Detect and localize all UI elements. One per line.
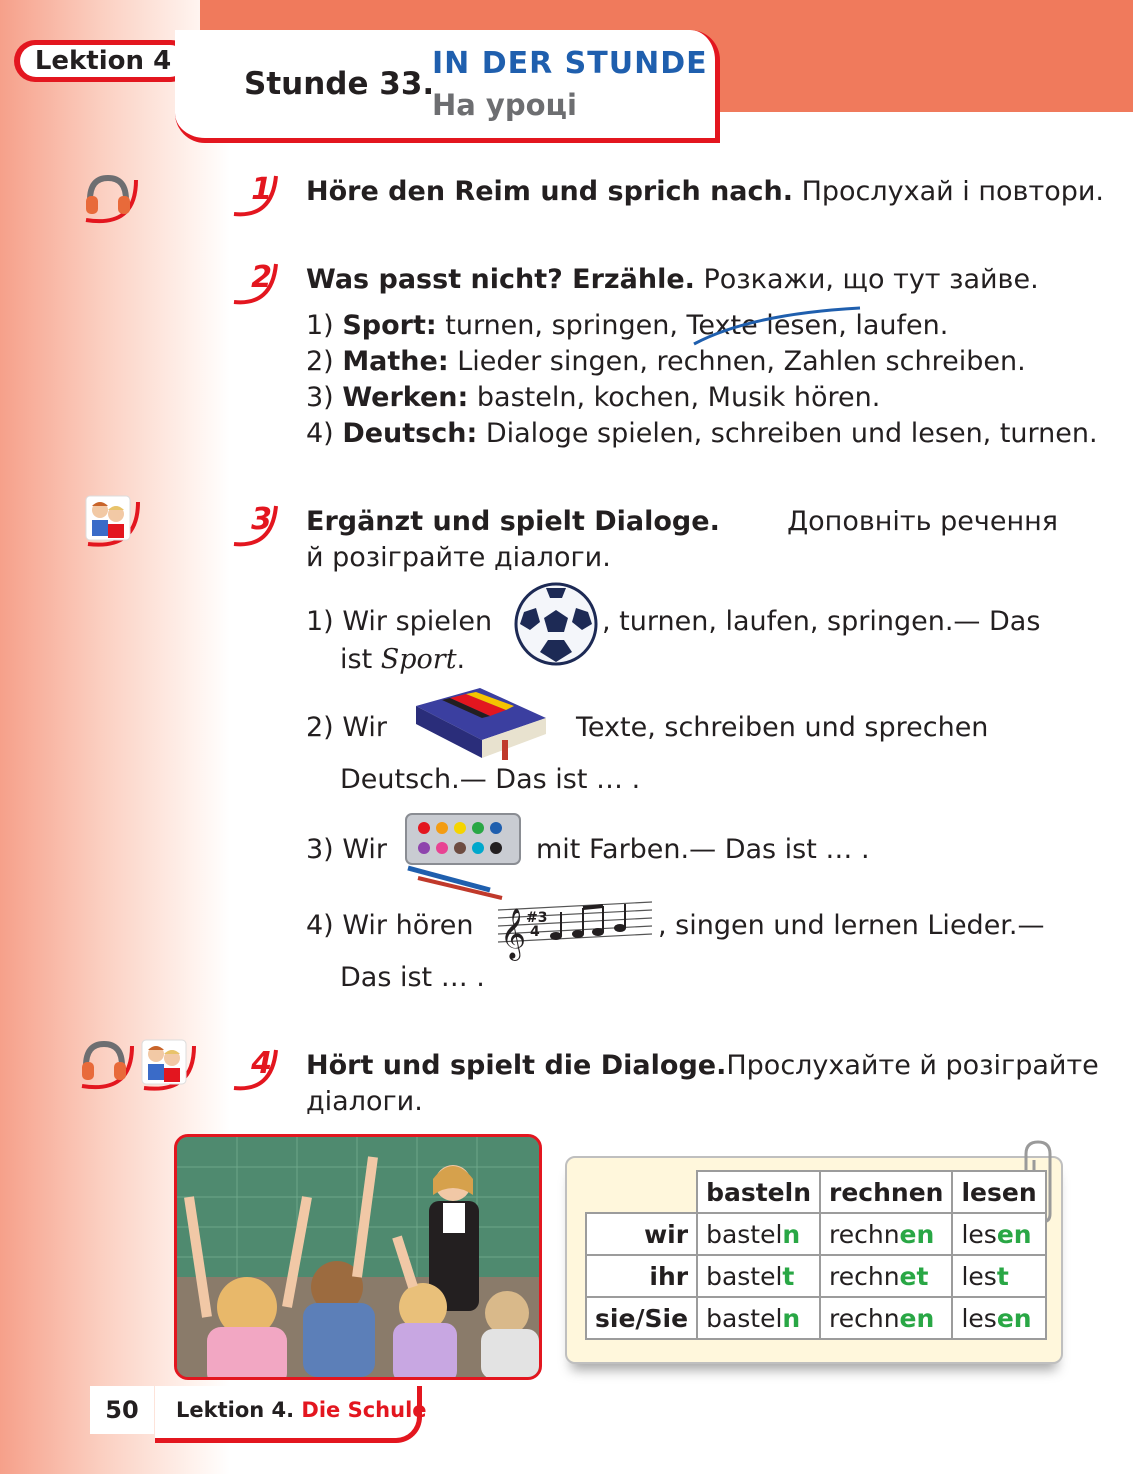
pronoun-cell: ihr bbox=[586, 1255, 697, 1297]
exercise-number-1: 1 bbox=[232, 172, 280, 216]
exercise-number-4: 4 bbox=[232, 1046, 280, 1090]
music-notes-icon bbox=[494, 896, 656, 970]
headphones-icon bbox=[78, 168, 134, 226]
verb-cell: lesen bbox=[952, 1297, 1045, 1339]
verb-cell: lest bbox=[952, 1255, 1045, 1297]
exercise-3-item-2-cont: Deutsch.— Das ist … . bbox=[340, 764, 641, 795]
exercise-3-item-4-end: , singen und lernen Lieder.— bbox=[658, 910, 1045, 941]
exercise-3-instruction: Ergänzt und spielt Dialoge. Доповніть речення bbox=[306, 506, 1058, 537]
exercise-3-item-3-end: mit Farben.— Das ist … . bbox=[536, 834, 870, 865]
exercise-3-item-2-start: 2) Wir bbox=[306, 712, 388, 743]
football-icon bbox=[510, 582, 602, 666]
paint-box-icon bbox=[398, 806, 526, 902]
exercise-2-item: 3) Werken: basteln, kochen, Musik hören. bbox=[306, 382, 881, 413]
lektion-badge bbox=[14, 40, 194, 84]
book-icon bbox=[410, 684, 552, 764]
exercise-3-item-1-cont: ist Sport. bbox=[340, 644, 466, 675]
strike-through-mark bbox=[690, 304, 870, 348]
exercise-3-item-1-start: 1) Wir spielen bbox=[306, 606, 493, 637]
exercise-3-instruction-cont: й розіграйте діалоги. bbox=[306, 542, 611, 573]
exercise-1-instruction: Höre den Reim und sprich nach. Прослухай і повтори. bbox=[306, 176, 1104, 207]
verb-cell: rechnet bbox=[820, 1255, 952, 1297]
exercise-3-item-2-end: Texte, schreiben und sprechen bbox=[576, 712, 989, 743]
exercise-2-item: 4) Deutsch: Dialoge spielen, schreiben und lesen, turnen. bbox=[306, 418, 1098, 449]
exercise-4-instruction-cont: діалоги. bbox=[306, 1086, 423, 1117]
page-title: IN DER STUNDE bbox=[432, 46, 708, 81]
table-header: lesen bbox=[952, 1171, 1045, 1213]
verb-cell: basteln bbox=[697, 1297, 820, 1339]
table-header: basteln bbox=[697, 1171, 820, 1213]
table-header-row bbox=[586, 1171, 1046, 1213]
exercise-2-instruction: Was passt nicht? Erzähle. Розкажи, що тут зайве. bbox=[306, 264, 1039, 295]
page-subtitle: На уроці bbox=[432, 88, 577, 122]
verb-cell: lesen bbox=[952, 1213, 1045, 1255]
page-number: 50 bbox=[90, 1386, 154, 1434]
headphones-icon bbox=[74, 1034, 130, 1092]
exercise-3-item-1-end: , turnen, laufen, springen.— Das bbox=[602, 606, 1041, 637]
svg-text:4: 4 bbox=[530, 924, 540, 940]
exercise-3-item-3-start: 3) Wir bbox=[306, 834, 388, 865]
stunde-label: Stunde 33. bbox=[244, 66, 435, 102]
verb-cell: rechnen bbox=[820, 1213, 952, 1255]
exercise-2-item: 1) Sport: turnen, springen, Texte lesen, laufen. bbox=[306, 310, 949, 341]
verb-cell: rechnen bbox=[820, 1297, 952, 1339]
exercise-4-instruction: Hört und spielt die Dialoge. Прослухайте й розіграйте bbox=[306, 1050, 1099, 1081]
footer-title: Lektion 4. Die Schule bbox=[176, 1398, 427, 1422]
table-header: rechnen bbox=[820, 1171, 952, 1213]
svg-text:#3: #3 bbox=[526, 910, 548, 926]
svg-text:𝄞: 𝄞 bbox=[500, 908, 527, 959]
children-icon bbox=[82, 490, 138, 548]
table-row bbox=[586, 1297, 1046, 1339]
table-row bbox=[586, 1213, 1046, 1255]
children-icon bbox=[138, 1034, 194, 1092]
exercise-3-item-4-cont: Das ist … . bbox=[340, 962, 485, 993]
classroom-photo bbox=[174, 1134, 542, 1380]
lektion-badge-label: Lektion 4 bbox=[34, 46, 172, 76]
table-row bbox=[586, 1255, 1046, 1297]
pronoun-cell: wir bbox=[586, 1213, 697, 1255]
verb-cell: bastelt bbox=[697, 1255, 820, 1297]
verb-cell: basteln bbox=[697, 1213, 820, 1255]
exercise-2-item: 2) Mathe: Lieder singen, rechnen, Zahlen schreiben. bbox=[306, 346, 1026, 377]
exercise-number-3: 3 bbox=[232, 502, 280, 546]
exercise-3-item-4-start: 4) Wir hören bbox=[306, 910, 474, 941]
conjugation-table bbox=[585, 1170, 1047, 1340]
pronoun-cell: sie/Sie bbox=[586, 1297, 697, 1339]
exercise-number-2: 2 bbox=[232, 260, 280, 304]
